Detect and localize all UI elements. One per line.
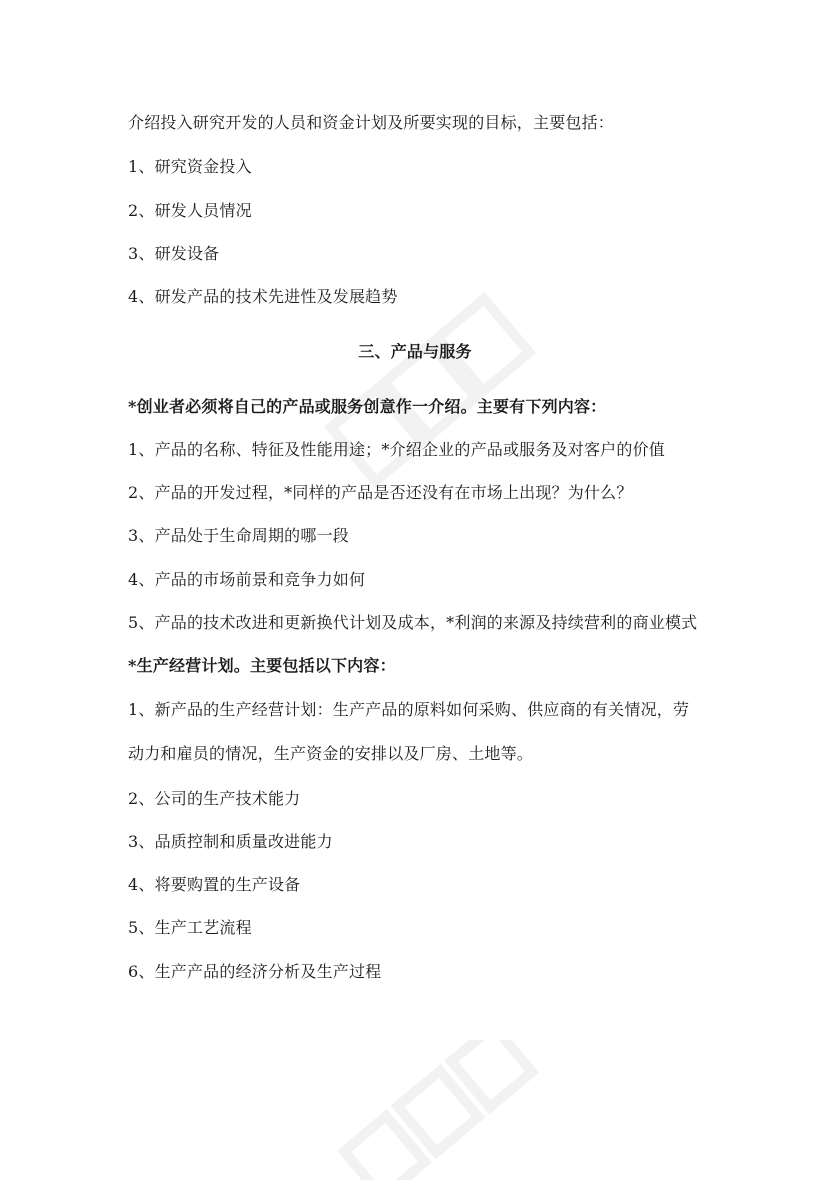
rd-item-4: 4、研发产品的技术先进性及发展趋势 [128,287,398,306]
production-item-6: 6、生产产品的经济分析及生产过程 [128,962,382,981]
product-item-5: 5、产品的技术改进和更新换代计划及成本，*利润的来源及持续营利的商业模式 [128,613,698,632]
rd-item-3: 3、研发设备 [128,244,220,263]
product-item-2: 2、产品的开发过程，*同样的产品是否还没有在市场上出现？为什么？ [128,483,633,502]
watermark-graphic-bottom [320,1040,560,1180]
product-item-1: 1、产品的名称、特征及性能用途；*介绍企业的产品或服务及对客户的价值 [128,440,665,459]
product-item-4: 4、产品的市场前景和竞争力如何 [128,570,366,589]
section-heading: 三、产品与服务 [358,342,472,361]
rd-item-1: 1、研究资金投入 [128,157,252,176]
rd-intro: 介绍投入研究开发的人员和资金计划及所要实现的目标，主要包括： [128,113,615,132]
production-item-4: 4、将要购置的生产设备 [128,875,301,894]
production-item-3: 3、品质控制和质量改进能力 [128,832,333,851]
production-item-1-line-2: 动力和雇员的情况，生产资金的安排以及厂房、土地等。 [128,744,534,763]
production-item-1-line-1: 1、新产品的生产经营计划：生产产品的原料如何采购、供应商的有关情况，劳 [128,700,690,719]
products-intro: *创业者必须将自己的产品或服务创意作一介绍。主要有下列内容： [128,397,607,416]
production-item-2: 2、公司的生产技术能力 [128,789,301,808]
rd-item-2: 2、研发人员情况 [128,201,252,220]
product-item-3: 3、产品处于生命周期的哪一段 [128,526,349,545]
production-item-5: 5、生产工艺流程 [128,918,252,937]
production-intro: *生产经营计划。主要包括以下内容： [128,656,396,675]
